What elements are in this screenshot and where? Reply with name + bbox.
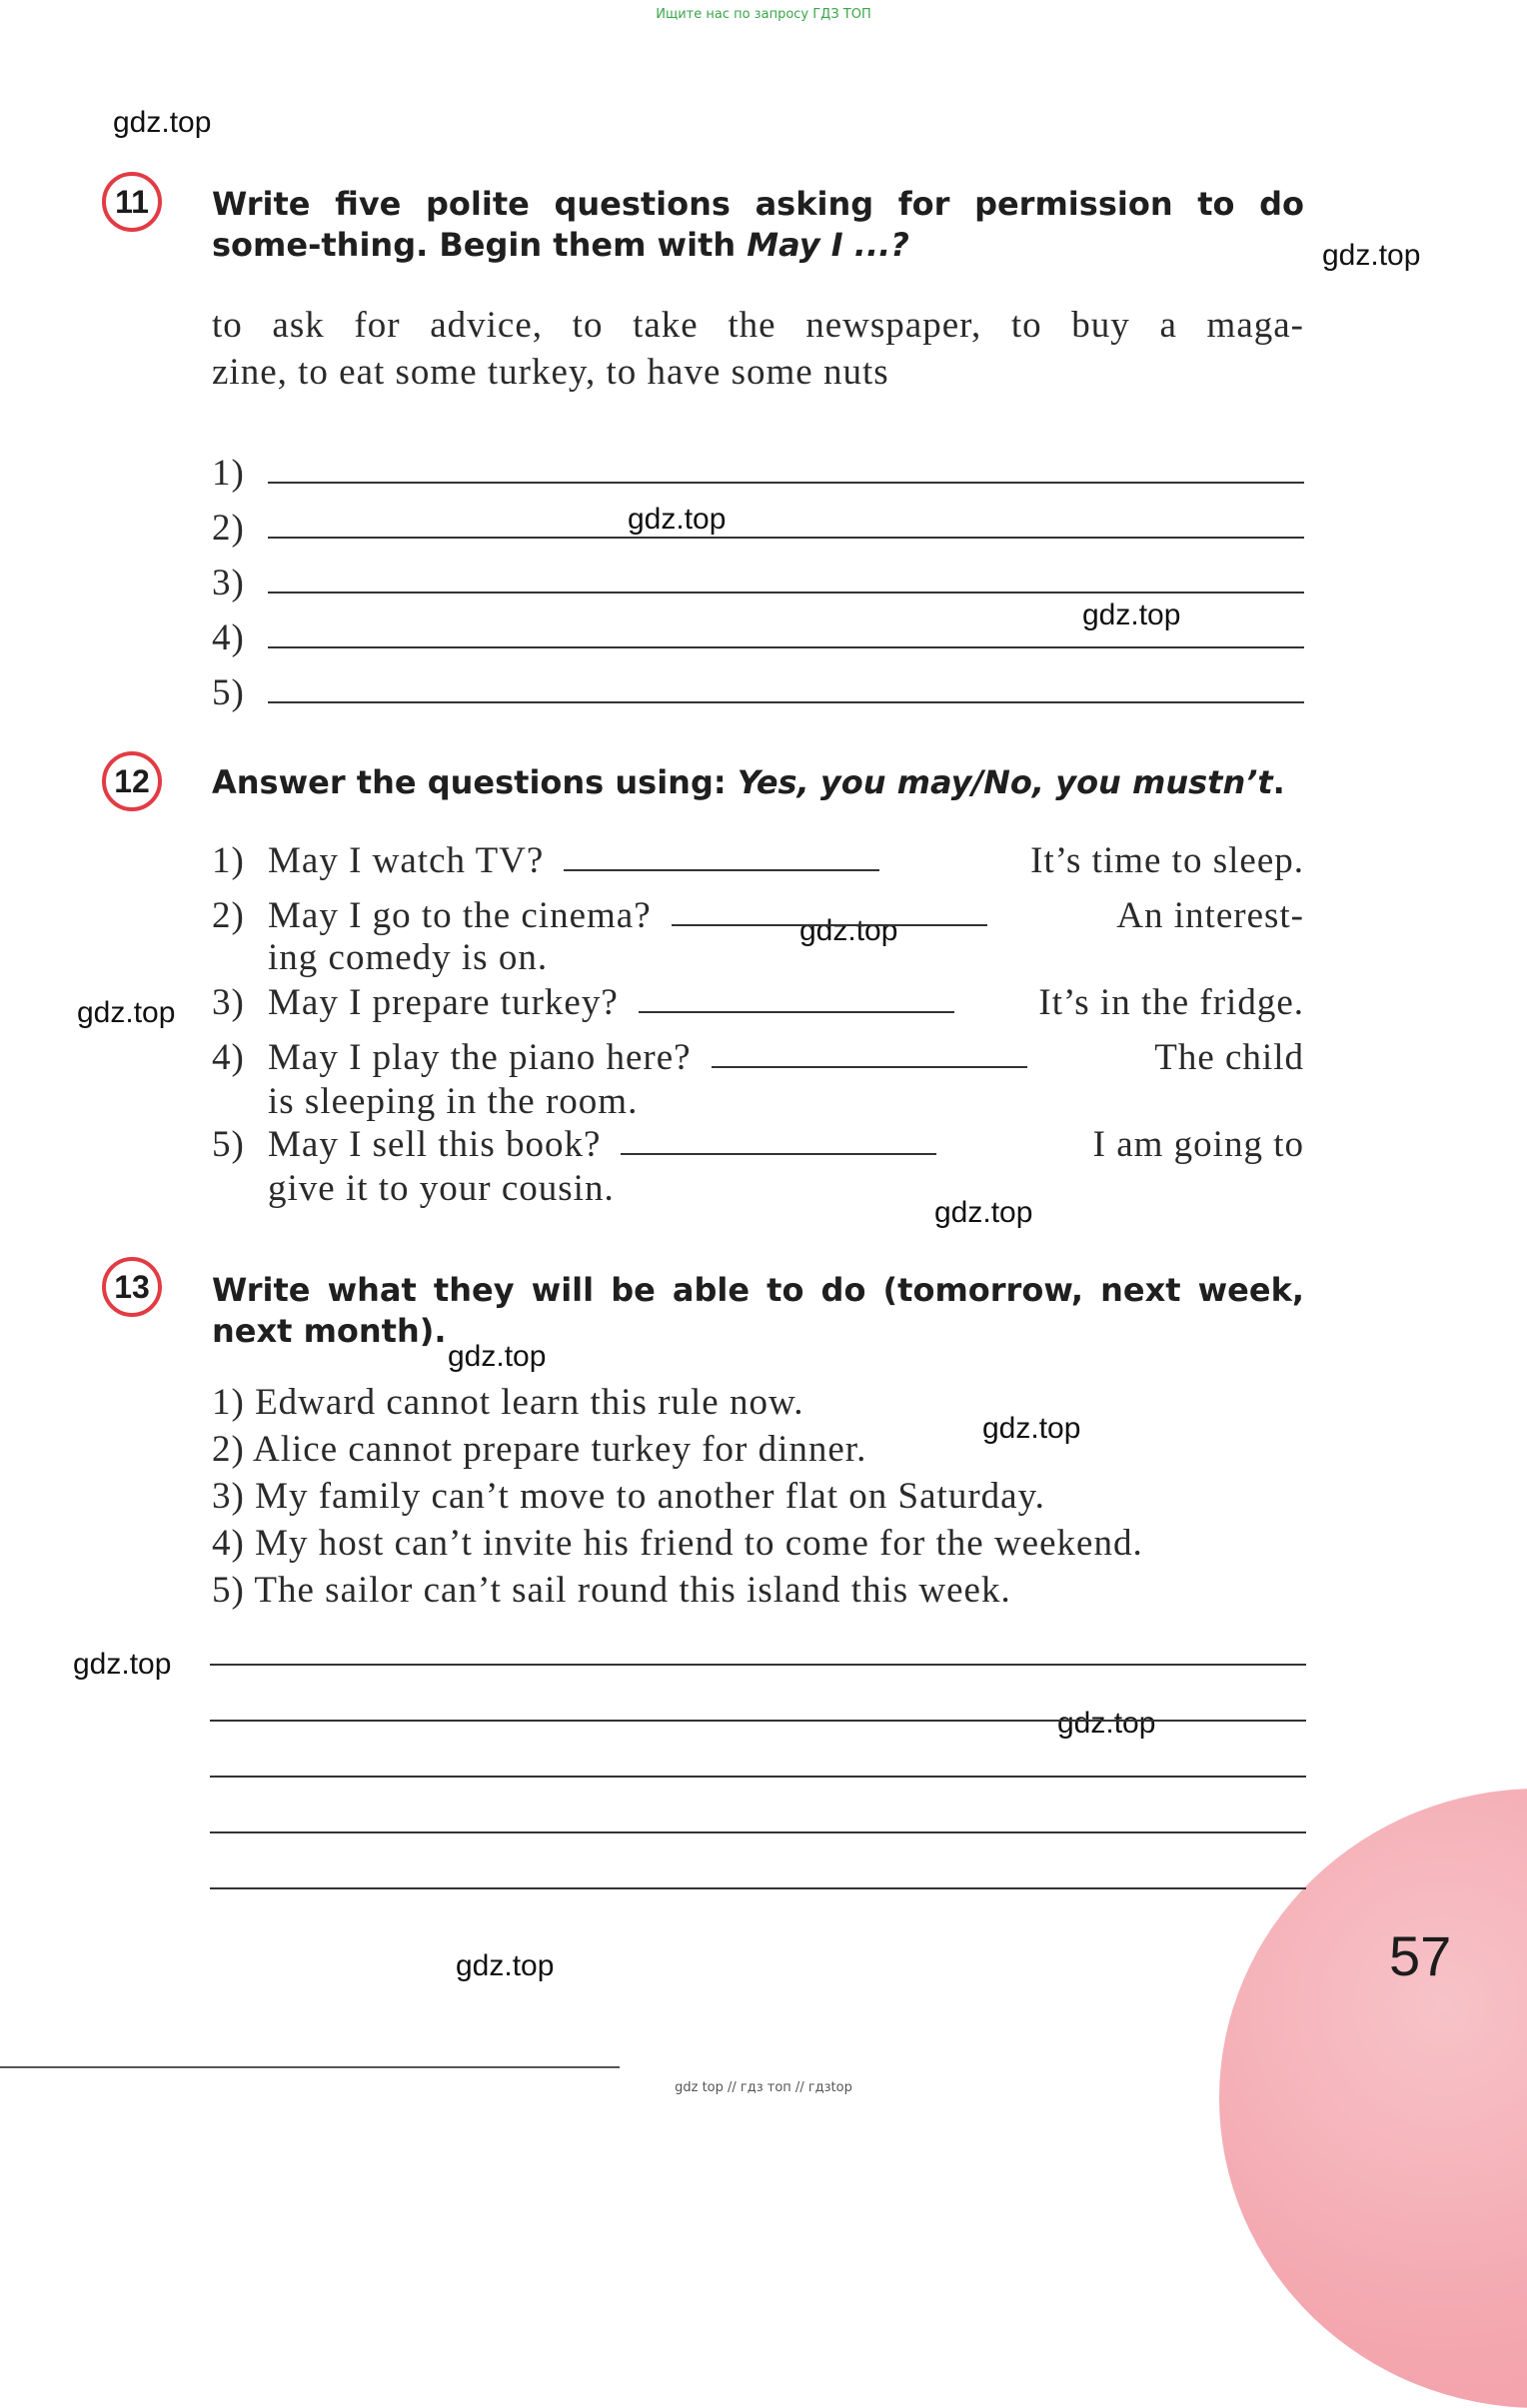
exercise-11-answer-lines [212,437,1304,711]
question-number: 5) [212,1124,245,1165]
question-text: May I sell this book? [268,1124,602,1165]
watermark: gdz.top [1322,239,1421,272]
exercise-11-instruction [212,184,1304,266]
exercise-number-badge: 11 [102,172,162,232]
footer-banner: gdz top // гдз топ // гдзtop [675,2080,852,2095]
answer-number: 3) [212,563,245,603]
sentence: 5) The sailor can’t sail round this island this week. [212,1570,1011,1611]
watermark: gdz.top [77,996,176,1029]
instruction-emphasis: Yes, you may/No, you mustn’t [737,763,1273,801]
instruction-text: . [1272,763,1285,801]
answer-number: 1) [212,453,245,494]
answer-blank[interactable] [672,924,987,926]
word-list-line: to ask for advice, to take the newspaper, to buy a maga- [212,305,1304,346]
watermark: gdz.top [799,914,898,947]
instruction-text: Answer the questions using: [212,763,738,801]
answer-line[interactable] [268,592,1304,594]
question-item [212,1123,1304,1163]
question-context: I am going to [1092,1124,1304,1165]
watermark: gdz.top [628,503,727,536]
question-context: It’s time to sleep. [1030,840,1304,881]
question-text: May I play the piano here? [268,1037,692,1078]
sentence: 4) My host can’t invite his friend to come for the weekend. [212,1523,1143,1564]
exercise-13-sentences [212,1379,1311,1614]
question-number: 1) [212,840,245,881]
question-item [212,981,1304,1021]
writing-line[interactable] [210,1887,1306,1889]
exercise-11-word-list [212,302,1304,396]
answer-row [212,602,1304,656]
page-number: 57 [1389,1924,1452,1987]
exercise-number-badge: 12 [102,751,162,811]
answer-row [212,547,1304,602]
question-text: May I prepare turkey? [268,982,619,1023]
writing-line[interactable] [210,1720,1306,1722]
answer-blank[interactable] [712,1066,1027,1068]
watermark: gdz.top [934,1196,1033,1229]
question-context: It’s in the fridge. [1038,982,1304,1023]
question-continuation: ing comedy is on. [268,937,549,978]
answer-number: 5) [212,672,245,713]
answer-number: 2) [212,508,245,549]
answer-line[interactable] [268,646,1304,648]
writing-line[interactable] [210,1831,1306,1833]
question-number: 4) [212,1037,245,1078]
top-banner: Ищите нас по запросу ГДЗ ТОП [656,7,871,22]
instruction-emphasis: May I ...? [747,226,909,264]
question-continuation: give it to your cousin. [268,1168,615,1209]
watermark: gdz.top [456,1949,555,1982]
instruction-text: Write five polite questions asking for permission to do some-thing. Begin them with [212,185,1304,264]
question-item [212,1036,1304,1076]
bottom-rule [0,2066,620,2068]
word-list-line: zine, to eat some turkey, to have some nuts [212,352,889,393]
question-number: 2) [212,895,245,936]
watermark: gdz.top [1082,599,1181,631]
question-text: May I go to the cinema? [268,895,652,936]
answer-line[interactable] [268,537,1304,539]
exercise-12-instruction [212,762,1304,803]
question-number: 3) [212,982,245,1023]
answer-blank[interactable] [564,869,879,871]
writing-line[interactable] [210,1776,1306,1778]
question-context: An interest- [1116,895,1304,936]
watermark: gdz.top [982,1412,1081,1445]
exercise-12-items [212,839,1304,1207]
answer-row [212,492,1304,547]
question-continuation: is sleeping in the room. [268,1081,639,1122]
answer-blank[interactable] [621,1153,936,1155]
exercise-number-badge: 13 [102,1257,162,1317]
question-item [212,839,1304,879]
sentence: 3) My family can’t move to another flat on Saturday. [212,1476,1045,1517]
exercise-13-instruction: Write what they will be able to do (tomorrow, next week, next month). [212,1271,1304,1350]
sentence: 2) Alice cannot prepare turkey for dinner. [212,1429,867,1470]
answer-line[interactable] [268,482,1304,484]
writing-line[interactable] [210,1664,1306,1666]
sentence: 1) Edward cannot learn this rule now. [212,1382,804,1423]
question-context: The child [1154,1037,1304,1078]
exercise-13-writing-lines [210,1664,1306,1889]
watermark: gdz.top [73,1648,172,1681]
question-item [212,894,1304,934]
answer-row [212,656,1304,711]
answer-row [212,437,1304,492]
watermark: gdz.top [448,1340,547,1373]
answer-line[interactable] [268,701,1304,703]
watermark: gdz.top [113,106,212,139]
question-text: May I watch TV? [268,840,545,881]
answer-blank[interactable] [639,1011,954,1013]
answer-number: 4) [212,617,245,658]
watermark: gdz.top [1057,1707,1156,1740]
